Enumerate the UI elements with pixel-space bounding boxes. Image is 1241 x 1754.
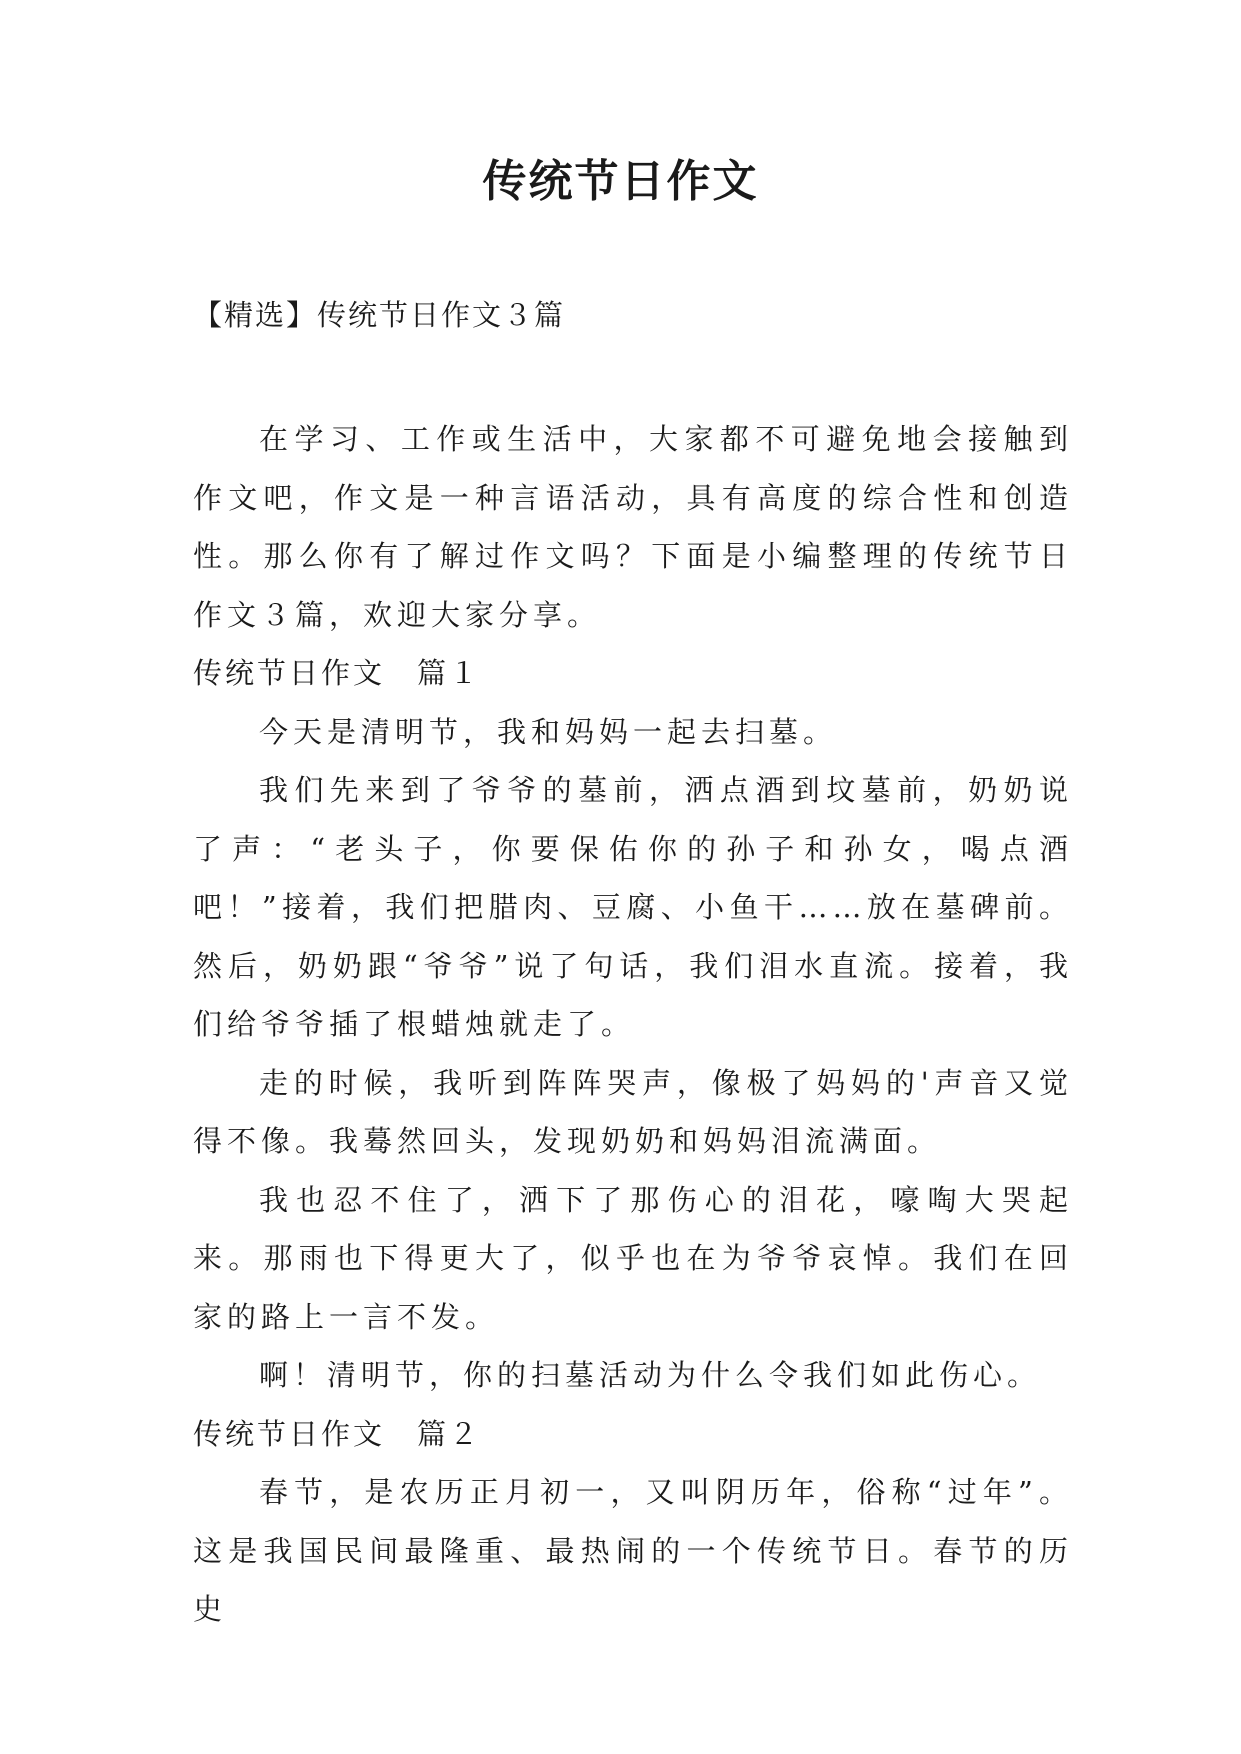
document-title: 传统节日作文 [482,156,759,207]
intro-paragraph: 在学习、工作或生活中，大家都不可避免地会接触到作文吧，作文是一种言语活动，具有高度的综合性和创造性。那么你有了解过作文吗？下面是小编整理的传统节日作文３篇，欢迎大家分享。 [193,422,1073,632]
body-paragraph: 春节，是农历正月初一，又叫阴历年，俗称“过年”。这是我国民间最隆重、最热闹的一个传统节日。春节的历史 [193,1475,1073,1626]
section-heading: 传统节日作文 篇２ [193,1416,482,1451]
body-paragraph: 走的时候，我听到阵阵哭声，像极了妈妈的'声音又觉得不像。我蓦然回头，发现奶奶和妈妈泪流满面。 [193,1065,1073,1158]
body-paragraph: 我们先来到了爷爷的墓前，洒点酒到坟墓前，奶奶说了声：“老头子，你要保佑你的孙子和孙女，喝点酒吧！”接着，我们把腊肉、豆腐、小鱼干……放在墓碑前。然后，奶奶跟“爷爷”说了句话，我们泪水直流。接着，我们给爷爷插了根蜡烛就走了。 [193,773,1073,1041]
document-subtitle: 【精选】传统节日作文３篇 [193,298,566,332]
section-heading: 传统节日作文 篇１ [193,656,482,690]
body-paragraph: 我也忍不住了，洒下了那伤心的泪花，嚎啕大哭起来。那雨也下得更大了，似乎也在为爷爷哀悼。我们在回家的路上一言不发。 [193,1182,1073,1334]
document-body [193,410,1073,1639]
body-paragraph: 啊！清明节，你的扫墓活动为什么令我们如此伤心。 [259,1358,1042,1392]
body-paragraph: 今天是清明节，我和妈妈一起去扫墓。 [259,714,838,749]
